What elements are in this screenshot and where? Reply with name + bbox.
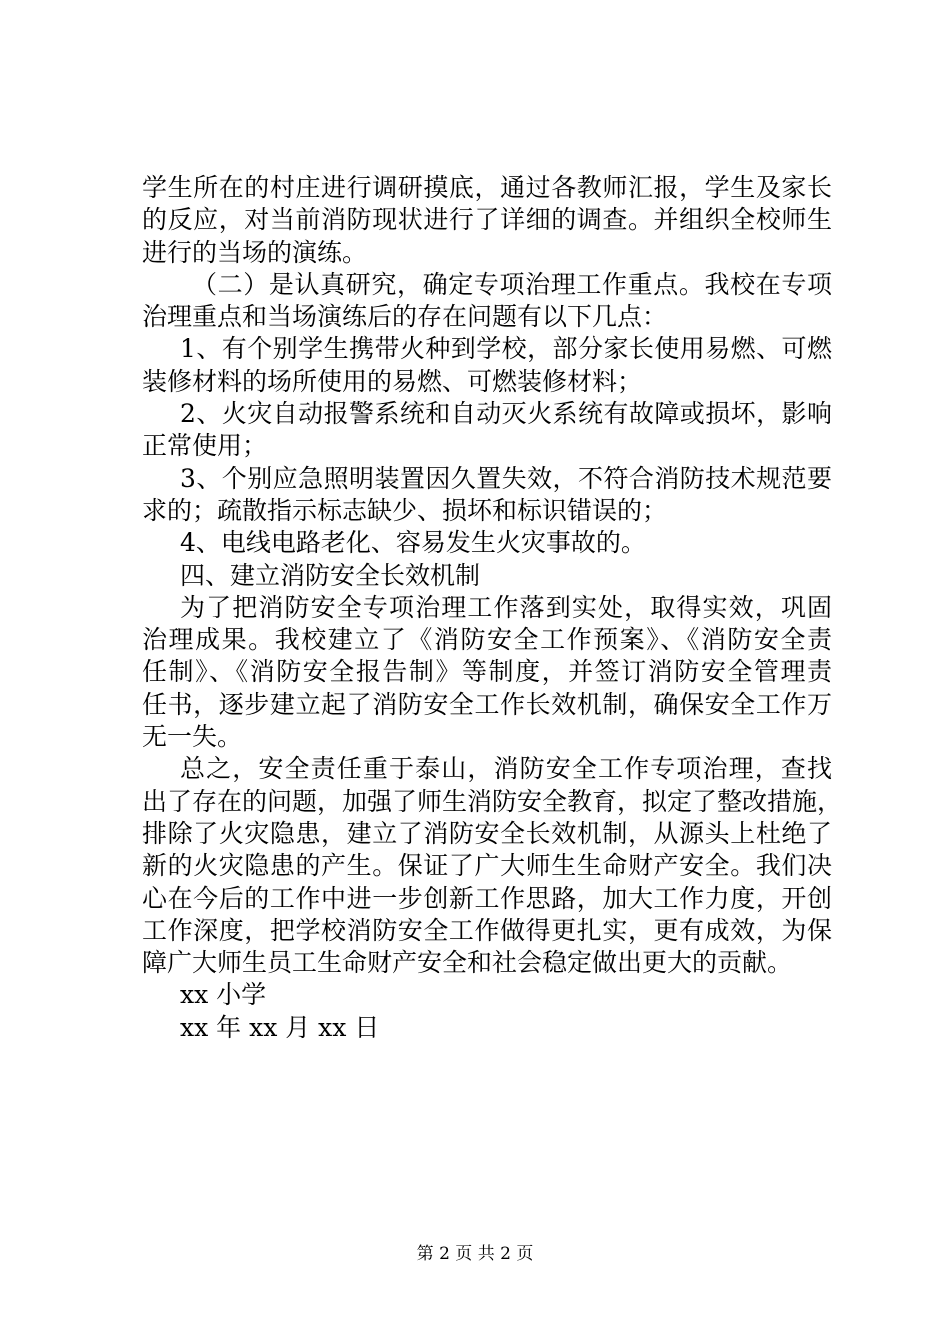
text-line: 为了把消防安全专项治理工作落到实处，取得实效，巩固: [180, 592, 832, 622]
document-body: [142, 172, 843, 1044]
text-line: 无一失。: [142, 722, 243, 752]
text-line: 4、电线电路老化、容易发生火灾事故的。: [180, 528, 646, 558]
text-line: 装修材料的场所使用的易燃、可燃装修材料；: [142, 366, 643, 396]
text-line: 1、有个别学生携带火种到学校，部分家长使用易燃、可燃: [180, 334, 832, 364]
text-line: 四、建立消防安全长效机制: [180, 560, 481, 590]
text-line: xx 小学: [180, 980, 267, 1010]
text-line: 任书，逐步建立起了消防安全工作长效机制，确保安全工作万: [142, 689, 832, 719]
text-line: （二）是认真研究，确定专项治理工作重点。我校在专项: [192, 269, 832, 299]
text-line: xx 年 xx 月 xx 日: [180, 1012, 380, 1042]
text-line: 心在今后的工作中进一步创新工作思路，加大工作力度，开创: [142, 883, 832, 913]
text-line: 出了存在的问题，加强了师生消防安全教育，拟定了整改措施，: [142, 786, 843, 816]
page-footer: 第 2 页 共 2 页: [416, 1244, 534, 1264]
text-line: 任制》、《消防安全报告制》等制度，并签订消防安全管理责: [142, 657, 832, 687]
text-line: 进行的当场的演练。: [142, 237, 368, 267]
text-line: 工作深度，把学校消防安全工作做得更扎实，更有成效，为保: [142, 915, 832, 945]
text-line: 2、火灾自动报警系统和自动灭火系统有故障或损坏，影响: [180, 399, 832, 429]
text-line: 求的；疏散指示标志缺少、损坏和标识错误的；: [142, 495, 668, 525]
text-line: 3、个别应急照明装置因久置失效，不符合消防技术规范要: [180, 463, 832, 493]
text-line: 正常使用；: [142, 431, 268, 461]
text-line: 治理重点和当场演练后的存在问题有以下几点：: [142, 302, 668, 332]
text-line: 学生所在的村庄进行调研摸底，通过各教师汇报，学生及家长: [142, 173, 832, 202]
text-line: 新的火灾隐患的产生。保证了广大师生生命财产安全。我们决: [142, 851, 832, 881]
text-line: 的反应，对当前消防现状进行了详细的调查。并组织全校师生: [142, 205, 832, 235]
text-line: 总之，安全责任重于泰山，消防安全工作专项治理，查找: [180, 754, 832, 784]
text-line: 障广大师生员工生命财产安全和社会稳定做出更大的贡献。: [142, 948, 793, 978]
text-line: 治理成果。我校建立了《消防安全工作预案》、《消防安全责: [142, 625, 832, 655]
text-line: 排除了火灾隐患，建立了消防安全长效机制，从源头上杜绝了: [142, 818, 832, 848]
